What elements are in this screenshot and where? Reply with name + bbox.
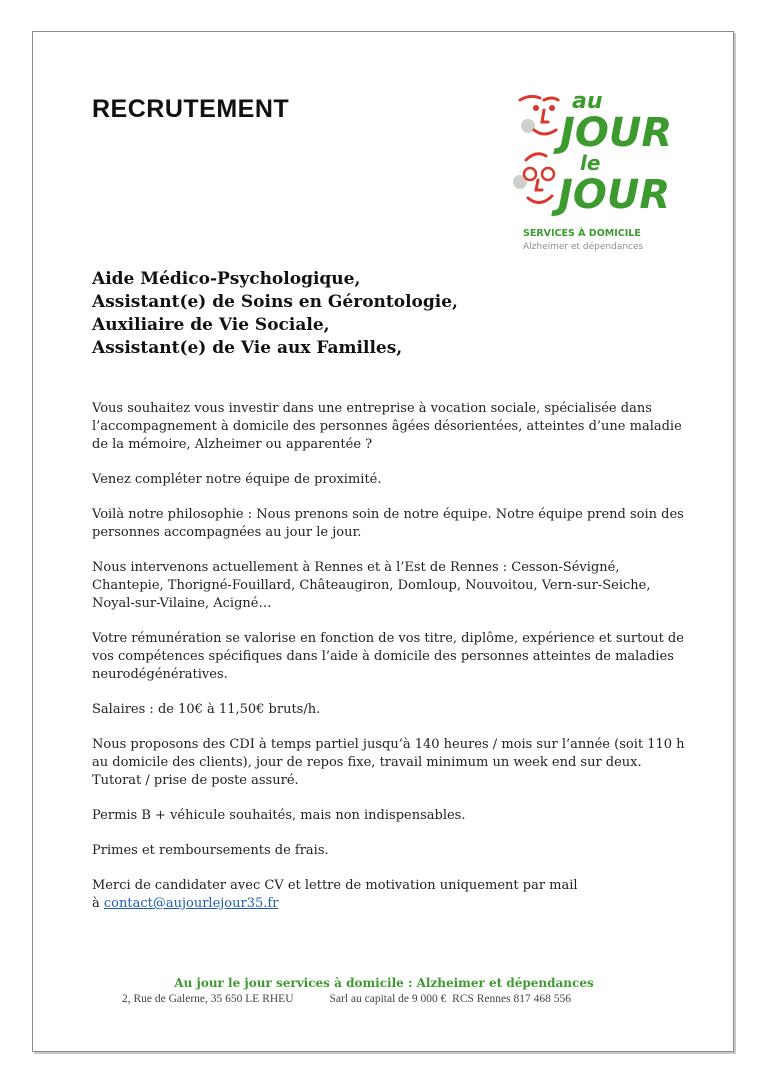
- paragraph-intro: Vous souhaitez vous investir dans une entreprise à vocation sociale, spécialisée dans l’accompagnement à domicile des personnes âgées désorientées, atteintes d’une maladie de la mémoire, Alzheimer ou apparentée ?: [92, 401, 682, 452]
- contact-prefix: à: [92, 896, 104, 911]
- paragraph-bonus: Primes et remboursements de frais.: [92, 843, 329, 858]
- logo-jour-bottom: JOUR: [558, 172, 671, 218]
- paragraph-team: Venez compléter notre équipe de proximité.: [92, 472, 382, 487]
- contact-email-link[interactable]: contact@aujourlejour35.fr: [103, 896, 279, 911]
- face-bottom-icon: [513, 154, 554, 203]
- page-title: RECRUTEMENT: [92, 95, 290, 123]
- logo-jour-top: JOUR: [560, 110, 673, 156]
- paragraph-pay: Votre rémunération se valorise en fonction de vos titre, diplôme, expérience et surtout de vos compétences spécifiques dans l’aide à domicile des personnes atteintes de maladies neurodégénératives.: [92, 631, 684, 682]
- paragraph-license: Permis B + véhicule souhaités, mais non indispensables.: [92, 808, 466, 823]
- logo-le: le: [580, 151, 601, 175]
- paragraph-area: Nous intervenons actuellement à Rennes et à l’Est de Rennes : Cesson-Sévigné, Chantepie, Thorigné-Fouillard, Châteaugiron, Domloup, Nouvoitou, Vern-sur-Seiche, Noyal-sur-Vilaine, Acigné…: [92, 560, 651, 611]
- logo-au: au: [572, 89, 603, 114]
- paragraph-salary: Salaires : de 10€ à 11,50€ bruts/h.: [92, 702, 321, 717]
- logo-subtitle: Alzheimer et dépendances: [523, 242, 644, 252]
- logo-services: SERVICES À DOMICILE: [523, 228, 641, 239]
- footer-company: Au jour le jour services à domicile : Alzheimer et dépendances: [174, 976, 594, 990]
- job-title: Assistant(e) de Vie aux Familles,: [92, 338, 403, 358]
- paragraph-contract: Nous proposons des CDI à temps partiel jusqu’à 140 heures / mois sur l’année (soit 110 h au domicile des clients), jour de repos fixe, travail minimum un week end sur deux. Tutorat / prise de poste assuré.: [92, 737, 685, 788]
- face-top-icon: [520, 96, 558, 134]
- footer-details: [122, 993, 571, 1005]
- job-title: Auxiliaire de Vie Sociale,: [92, 315, 330, 335]
- footer-address: 2, Rue de Galerne, 35 650 LE RHEU: [122, 993, 294, 1005]
- company-logo: [506, 86, 681, 256]
- contact-text: Merci de candidater avec CV et lettre de motivation uniquement par mail: [92, 878, 578, 893]
- job-title: Aide Médico-Psychologique,: [92, 269, 361, 289]
- job-titles: [92, 268, 458, 360]
- body-text: [92, 400, 692, 930]
- paragraph-philosophy: Voilà notre philosophie : Nous prenons soin de notre équipe. Notre équipe prend soin des personnes accompagnées au jour le jour.: [92, 507, 684, 540]
- footer-legal: Sarl au capital de 9 000 € RCS Rennes 817 468 556: [329, 993, 571, 1005]
- paragraph-contact: [92, 877, 692, 913]
- job-title: Assistant(e) de Soins en Gérontologie,: [92, 292, 458, 312]
